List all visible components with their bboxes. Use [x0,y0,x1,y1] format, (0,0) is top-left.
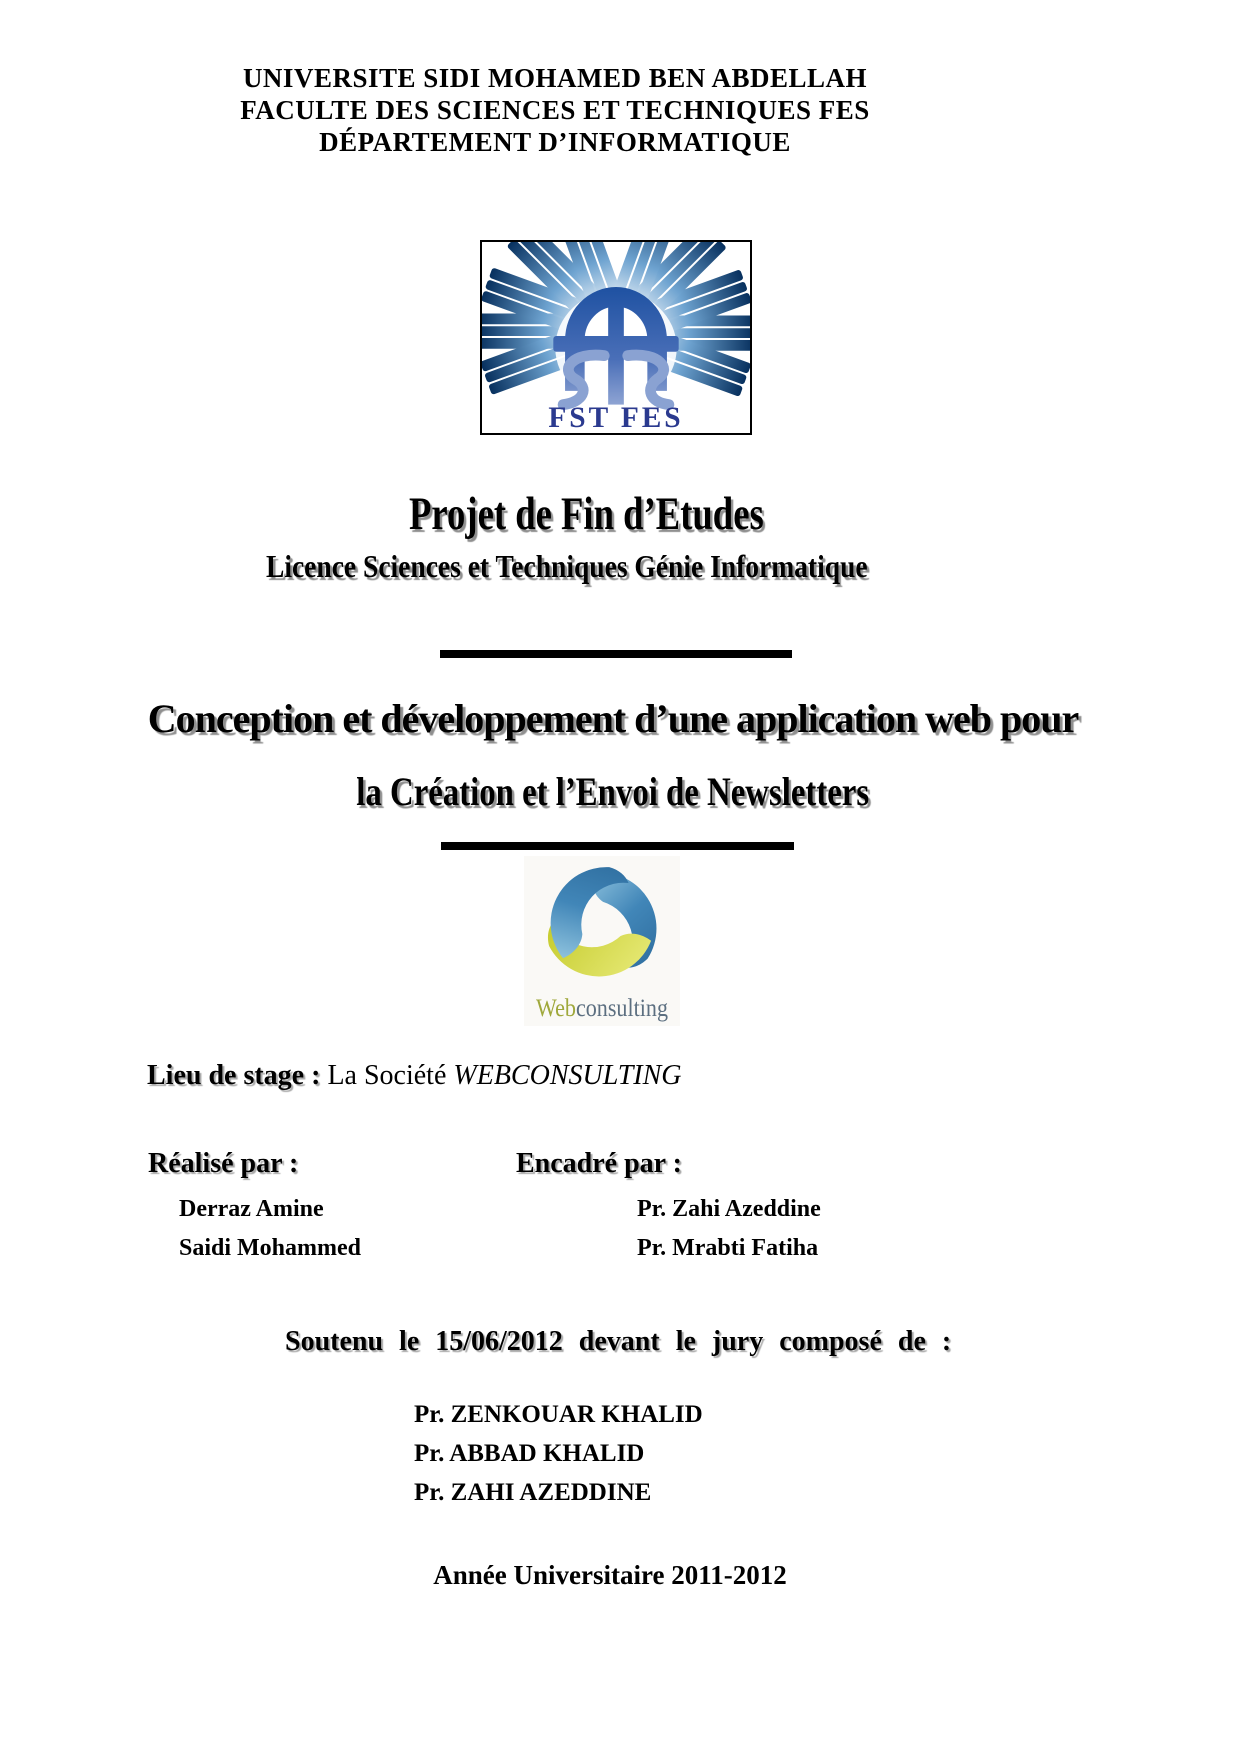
thesis-title-line1: Conception et développement d’une application web pour [147,696,1079,741]
internship-prefix: La Société [320,1060,454,1091]
jury-list [414,1395,703,1512]
internship-company: WEBCONSULTING [453,1060,682,1091]
project-type-title: Projet de Fin d’Etudes [408,488,764,540]
divider-line-bottom [441,842,794,850]
jury-member: Pr. ZAHI AZEDDINE [414,1479,652,1506]
defense-statement: Soutenu le 15/06/2012 devant le jury composé de : [285,1326,952,1357]
divider-line-top [440,650,792,658]
degree-subtitle: Licence Sciences et Techniques Génie Informatique [266,548,868,584]
thesis-title-line2: la Création et l’Envoi de Newsletters [356,769,870,814]
supervisor-name: Pr. Mrabti Fatiha [637,1235,819,1261]
author-name: Saidi Mohammed [179,1235,362,1261]
jury-member: Pr. ABBAD KHALID [414,1440,645,1467]
university-name: UNIVERSITE SIDI MOHAMED BEN ABDELLAH [242,63,868,93]
fst-fes-logo [480,240,752,435]
fst-fes-logo-graphic [482,242,750,433]
jury-member: Pr. ZENKOUAR KHALID [414,1401,703,1428]
supervisor-name: Pr. Zahi Azeddine [637,1196,821,1222]
faculty-name: FACULTE DES SCIENCES ET TECHNIQUES FES [240,95,870,125]
academic-year: Année Universitaire 2011-2012 [433,1560,787,1590]
webconsulting-logo [524,856,680,1026]
supervisors-label: Encadré par : [516,1148,682,1179]
department-name: DÉPARTEMENT D’INFORMATIQUE [319,127,791,157]
webconsulting-logo-graphic [524,856,680,1026]
internship-line [147,1060,682,1092]
fst-logo-caption: FST FES [548,402,684,433]
fst-monogram [553,297,678,405]
author-name: Derraz Amine [179,1196,324,1222]
authors-label: Réalisé par : [148,1148,299,1179]
webconsulting-wordmark: Webconsulting [536,995,680,1022]
internship-label: Lieu de stage : [147,1060,321,1091]
university-header [0,62,1110,158]
